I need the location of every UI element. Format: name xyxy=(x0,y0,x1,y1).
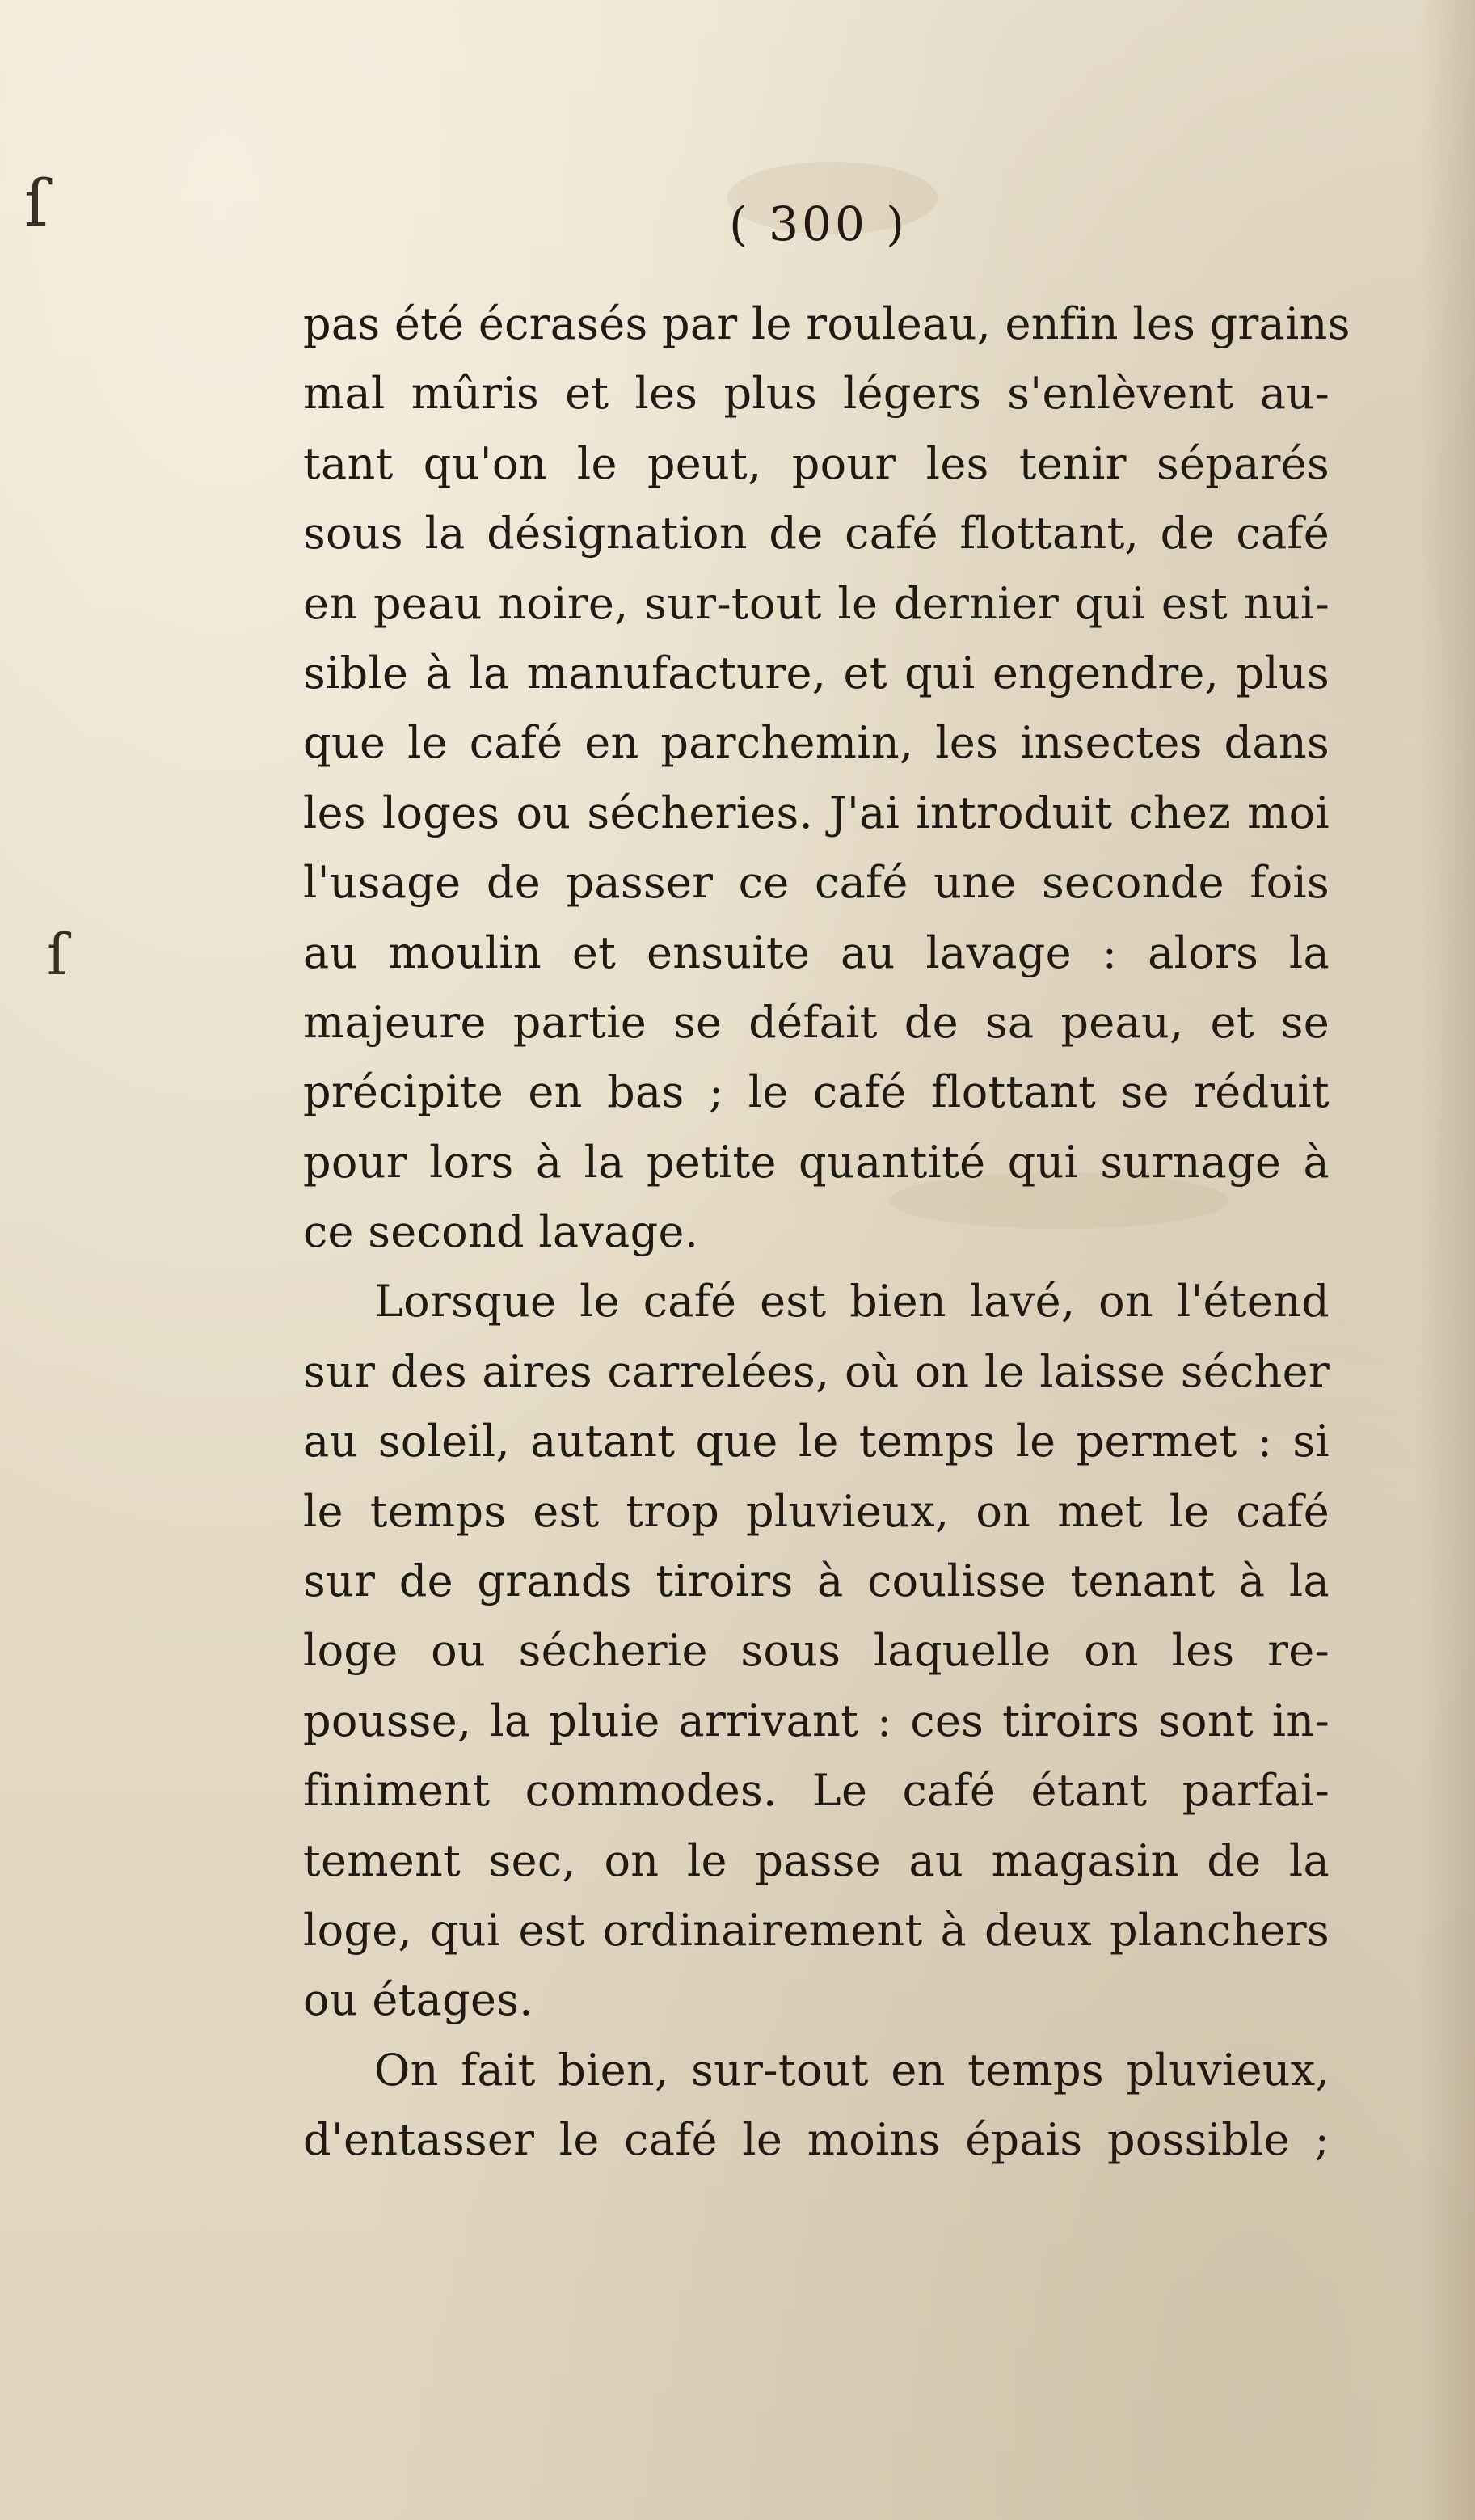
text-line: précipite en bas ; le café flottant se réduit xyxy=(303,1066,1330,1118)
page-number: ( 300 ) xyxy=(729,196,908,251)
text-line: majeure partie se défait de sa peau, et se xyxy=(303,996,1330,1048)
text-line: tant qu'on le peut, pour les tenir séparés xyxy=(303,437,1330,489)
text-line: d'entasser le café le moins épais possible ; xyxy=(303,2114,1330,2166)
text-line: sur des aires carrelées, où on le laisse sécher xyxy=(303,1345,1330,1397)
text-line: le temps est trop pluvieux, on met le café xyxy=(303,1485,1330,1537)
text-line: pas été écrasés par le rouleau, enfin les grains xyxy=(303,298,1351,349)
text-line: ce second lavage. xyxy=(303,1206,699,1258)
text-line: sur de grands tiroirs à coulisse tenant à la xyxy=(303,1555,1330,1607)
body-text xyxy=(303,289,1351,2176)
text-line: sous la désignation de café flottant, de café xyxy=(303,508,1330,559)
text-line: pour lors à la petite quantité qui surnage à xyxy=(303,1136,1330,1188)
margin-mark-top: ſ xyxy=(24,166,48,241)
text-line: sible à la manufacture, et qui engendre, plus xyxy=(303,647,1330,699)
text-line: en peau noire, sur-tout le dernier qui est nui- xyxy=(303,577,1330,629)
text-line: les loges ou sécheries. J'ai introduit chez moi xyxy=(303,787,1330,838)
text-line: loge, qui est ordinairement à deux planchers xyxy=(303,1904,1330,1956)
text-line: au soleil, autant que le temps le permet : si xyxy=(303,1416,1330,1467)
margin-mark-middle: ſ xyxy=(47,922,68,988)
text-line: tement sec, on le passe au magasin de la xyxy=(303,1834,1330,1886)
paragraph-2 xyxy=(303,1267,1330,2035)
text-line: pousse, la pluie arrivant : ces tiroirs sont in- xyxy=(303,1695,1330,1746)
text-line: On fait bien, sur-tout en temps pluvieux, xyxy=(374,2044,1330,2096)
text-line: que le café en parchemin, les insectes dans xyxy=(303,717,1330,769)
page-edge-shadow xyxy=(1418,0,1475,2520)
text-line: l'usage de passer ce café une seconde fois xyxy=(303,857,1330,909)
text-line: mal mûris et les plus légers s'enlèvent au- xyxy=(303,368,1330,420)
text-line: finiment commodes. Le café étant parfai- xyxy=(303,1765,1330,1817)
text-line: au moulin et ensuite au lavage : alors la xyxy=(303,927,1330,978)
text-line: Lorsque le café est bien lavé, on l'étend xyxy=(374,1276,1330,1328)
paragraph-1 xyxy=(303,289,1351,1267)
text-line: ou étages. xyxy=(303,1974,533,2026)
text-line: loge ou sécherie sous laquelle on les re- xyxy=(303,1625,1330,1677)
paragraph-3 xyxy=(303,2036,1330,2176)
